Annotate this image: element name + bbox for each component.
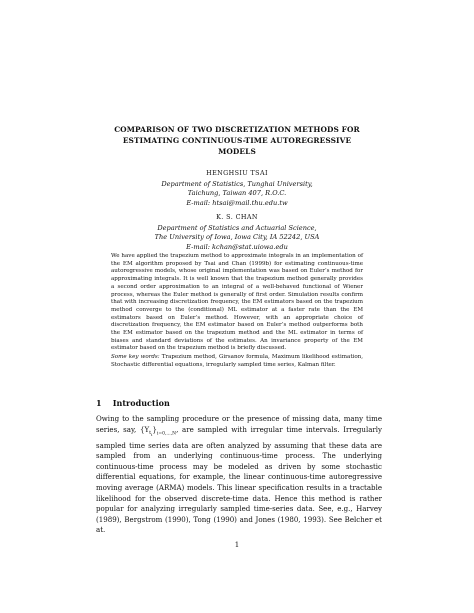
keywords-text: Trapezium method, Girsanov formula, Maximum likelihood estimation, Stochastic differential equations, irregularly sampled time series, Kalman filter. [111,354,363,368]
author-name: K. S. CHAN [216,213,258,221]
title-line: MODELS [218,147,256,156]
page-number: 1 [234,541,240,549]
intro-paragraph [96,414,382,536]
keywords [111,354,363,369]
section-number: 1 [96,398,102,408]
author-block-2 [100,213,374,252]
section-heading [96,398,170,408]
intro-text: Owing to the sampling procedure or the presence of missing data, many time series, say, {Y [96,414,382,434]
title-line: COMPARISON OF TWO DISCRETIZATION METHODS FOR [114,125,360,134]
intro-subscript: t [149,430,152,436]
author-affiliation: The University of Iowa, Iowa City, IA 52242, USA [154,233,320,241]
author-name: HENGHSIU TSAI [206,169,268,177]
author-email: E-mail: kchan@stat.uiowa.edu [186,242,288,251]
intro-text: , are sampled with irregular time intervals. Irregularly sampled time series data are often analyzed by assuming that these data are sampled from an underlying continuous-time process. The underlying continuous-time process may be modeled as driven by some stochastic differential equations, for example, the linear continuous-time autoregressive moving average (ARMA) models. This linear specification results in a tractable likelihood for the observed discrete-time data. Hence this method is rather popular for analyzing irregularly sampled time-series data. See, e.g., Harvey (1989), Bergstrom (1990), Tong (1990) and Jones (1980, 1993). See Belcher et at. [96,424,382,535]
paper-title [60,124,414,157]
author-affiliation: Taichung, Taiwan 407, R.O.C. [187,189,287,197]
section-title: Introduction [112,398,170,408]
intro-range: i=0,...,N [156,431,177,436]
keywords-label: Some key words: [111,354,160,360]
intro-subsubscript: i [151,432,153,437]
author-affiliation: Department of Statistics and Actuarial Science, [157,223,317,232]
author-block-1 [100,169,374,208]
abstract: We have applied the trapezium method to approximate integrals in an implementation of the EM algorithm proposed by Tsai and Chan (1999b) for estimating continuous-time autoregressive models, whose original implementation was based on Euler’s method for approximating integrals. It is well known that the trapezium method generally provides a second order approximation to an integral of a well-behaved functional of Wiener process, whereas the Euler method is generally of first order. Simulation results confirm that with increasing discretization frequency, the EM estimators based on the trapezium method converge to the (conditional) ML estimator at a faster rate than the EM estimators based on Euler’s method. However, with an appropriate choice of discretization frequency, the EM estimator based on Euler’s method outperforms both the EM estimator based on the trapezium method and the ML estimator in terms of biases and standard deviations of the estimates. An invariance property of the EM estimator based on the trapezium method is briefly discussed. [111,253,363,352]
intro-brace: } [152,424,157,434]
author-affiliation: Department of Statistics, Tunghai University, [161,179,313,188]
title-line: ESTIMATING CONTINUOUS-TIME AUTOREGRESSIVE [122,136,352,145]
author-email: E-mail: htsai@mail.thu.edu.tw [186,198,288,207]
